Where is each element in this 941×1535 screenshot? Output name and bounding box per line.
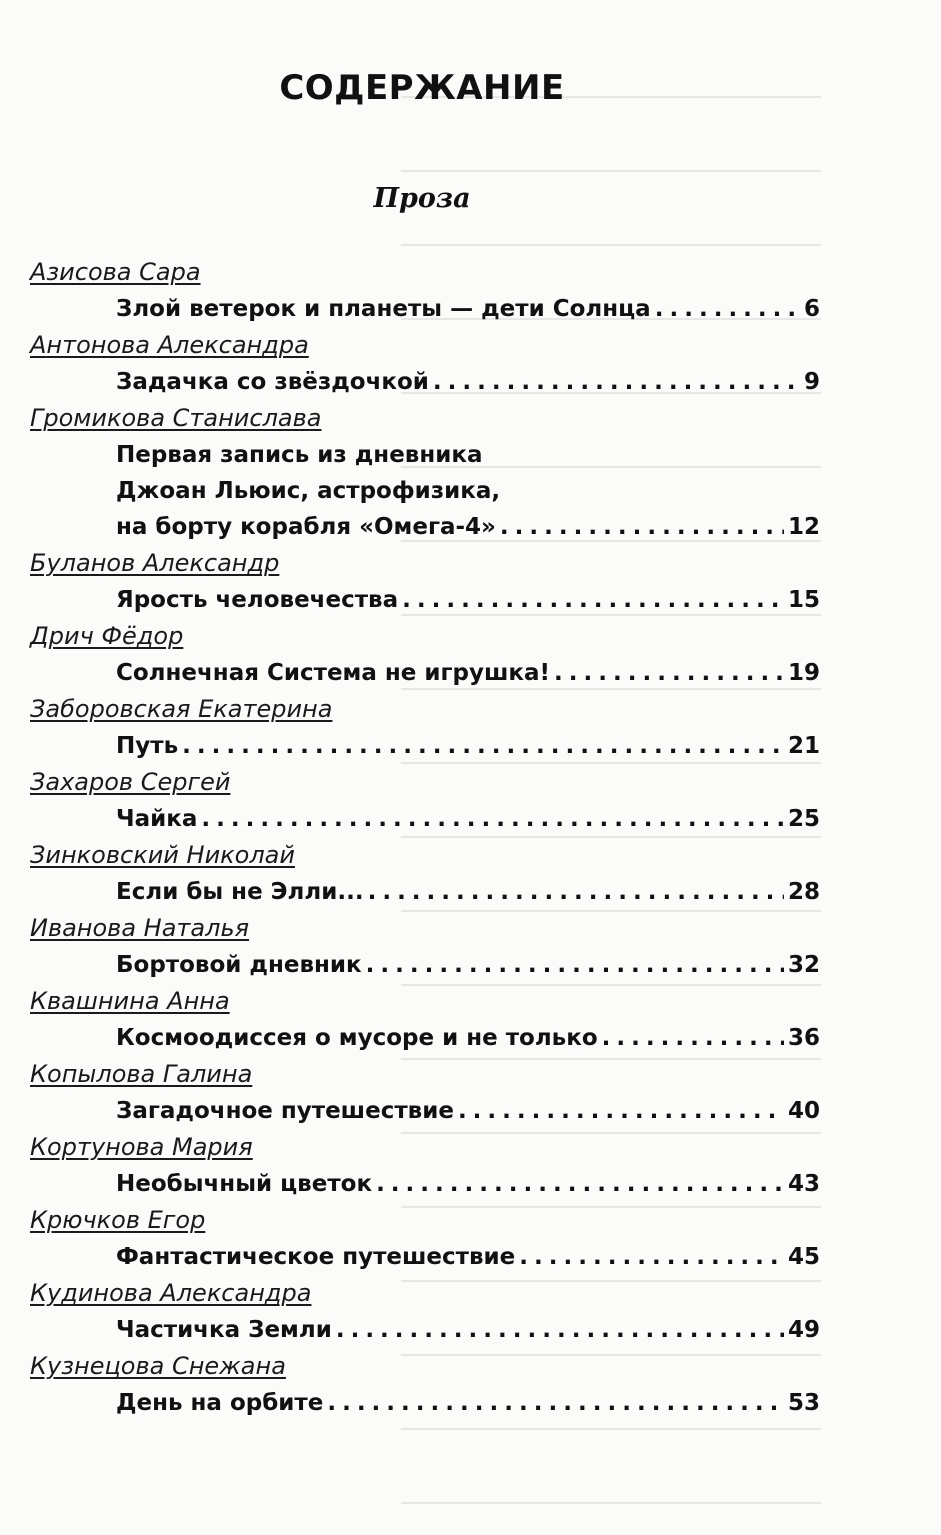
toc-entry[interactable]	[116, 1385, 820, 1421]
toc-author[interactable]: Зинковский Николай	[30, 841, 295, 869]
toc-entry-title: Космоодиссея о мусоре и не только	[116, 1025, 598, 1051]
leader-dots	[519, 1239, 784, 1275]
leader-dots	[366, 947, 784, 983]
leader-dots	[433, 364, 800, 400]
toc-page-number: 15	[787, 587, 820, 613]
leader-dots	[458, 1093, 784, 1129]
toc-author[interactable]: Кортунова Мария	[30, 1133, 253, 1161]
page-title: СОДЕРЖАНИЕ	[279, 68, 565, 108]
leader-dots	[554, 655, 784, 691]
toc-entry[interactable]	[116, 1239, 820, 1275]
toc-page-number: 40	[787, 1098, 820, 1124]
leader-dots	[500, 509, 784, 545]
leader-dots	[327, 1385, 784, 1421]
toc-entry-title: Солнечная Система не игрушка!	[116, 660, 551, 686]
toc-entry[interactable]	[116, 1312, 820, 1348]
toc-page-number: 36	[787, 1025, 820, 1051]
toc-entry-title-line: Джоан Льюис, астрофизика,	[116, 478, 501, 504]
leader-dots	[602, 1020, 784, 1056]
toc-entry[interactable]	[116, 437, 820, 545]
toc-page-number: 19	[787, 660, 820, 686]
toc-page-number: 21	[787, 733, 820, 759]
toc-author[interactable]: Кузнецова Снежана	[30, 1352, 286, 1380]
toc-entry-title: Бортовой дневник	[116, 952, 362, 978]
toc-entry-title: Чайка	[116, 806, 198, 832]
toc-entry[interactable]	[116, 1093, 820, 1129]
toc-author[interactable]: Дрич Фёдор	[30, 622, 184, 650]
toc-page-number: 12	[787, 514, 820, 540]
toc-entry-title-line: на борту корабля «Омега-4»	[116, 514, 496, 540]
toc-entry-title: Путь	[116, 733, 179, 759]
toc-author[interactable]: Буланов Александр	[30, 549, 280, 577]
toc-entry[interactable]	[116, 1020, 820, 1056]
leader-dots	[655, 291, 800, 327]
toc-entry[interactable]	[116, 801, 820, 837]
toc-entry-title: Если бы не Элли...	[116, 879, 364, 905]
toc-entry-title: Частичка Земли	[116, 1317, 332, 1343]
section-title: Проза	[373, 183, 471, 214]
toc-author[interactable]: Копылова Галина	[30, 1060, 253, 1088]
toc-page-number: 53	[787, 1390, 820, 1416]
toc-entry-title: Необычный цветок	[116, 1171, 373, 1197]
leader-dots	[182, 728, 784, 764]
toc-entry[interactable]	[116, 582, 820, 618]
toc-author[interactable]: Громикова Станислава	[30, 404, 322, 432]
table-of-contents	[30, 254, 820, 1421]
toc-entry-title: Ярость человечества	[116, 587, 399, 613]
toc-page-number: 9	[803, 369, 820, 395]
toc-entry[interactable]	[116, 874, 820, 910]
toc-entry[interactable]	[116, 728, 820, 764]
toc-author[interactable]: Антонова Александра	[30, 331, 309, 359]
toc-entry-title-line: Первая запись из дневника	[116, 442, 483, 468]
leader-dots	[201, 801, 784, 837]
toc-page-number: 45	[787, 1244, 820, 1270]
leader-dots	[336, 1312, 784, 1348]
toc-author[interactable]: Иванова Наталья	[30, 914, 250, 942]
toc-entry-title: Загадочное путешествие	[116, 1098, 454, 1124]
toc-page-number: 43	[787, 1171, 820, 1197]
toc-author[interactable]: Крючков Егор	[30, 1206, 206, 1234]
toc-entry[interactable]	[116, 947, 820, 983]
toc-entry-title: Фантастическое путешествие	[116, 1244, 516, 1270]
toc-page-number: 6	[803, 296, 820, 322]
leader-dots	[402, 582, 784, 618]
toc-author[interactable]: Азисова Сара	[30, 258, 201, 286]
toc-entry-title: Злой ветерок и планеты — дети Солнца	[116, 296, 651, 322]
toc-entry[interactable]	[116, 1166, 820, 1202]
toc-entry[interactable]	[116, 655, 820, 691]
toc-author[interactable]: Заборовская Екатерина	[30, 695, 333, 723]
toc-page-number: 28	[787, 879, 820, 905]
toc-author[interactable]: Захаров Сергей	[30, 768, 231, 796]
toc-entry-title: День на орбите	[116, 1390, 324, 1416]
leader-dots	[368, 874, 784, 910]
toc-entry[interactable]	[116, 364, 820, 400]
toc-author[interactable]: Кудинова Александра	[30, 1279, 312, 1307]
toc-page-number: 25	[787, 806, 820, 832]
toc-entry-title: Задачка со звёздочкой	[116, 369, 429, 395]
toc-page-number: 49	[787, 1317, 820, 1343]
toc-entry[interactable]	[116, 291, 820, 327]
toc-author[interactable]: Квашнина Анна	[30, 987, 230, 1015]
toc-page-number: 32	[787, 952, 820, 978]
leader-dots	[376, 1166, 784, 1202]
